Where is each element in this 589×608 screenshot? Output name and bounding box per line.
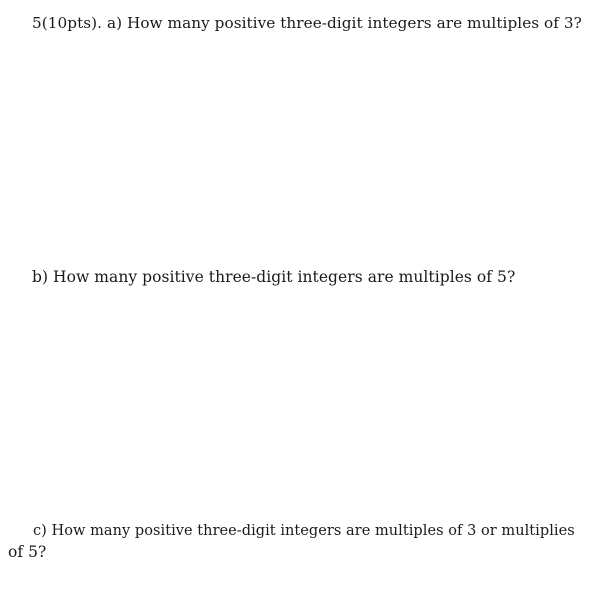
part-a-line: [32, 13, 582, 33]
problem-header: 5(10pts).: [32, 14, 103, 32]
part-a-question: a) How many positive three-digit integers are multiples of 3?: [106, 14, 582, 32]
part-c-question-line-2: of 5?: [8, 543, 47, 561]
part-c-question-line-1: c) How many positive three-digit integers are multiples of 3 or multiplies: [33, 523, 575, 539]
part-b-question: b) How many positive three-digit integers are multiples of 5?: [32, 268, 516, 286]
